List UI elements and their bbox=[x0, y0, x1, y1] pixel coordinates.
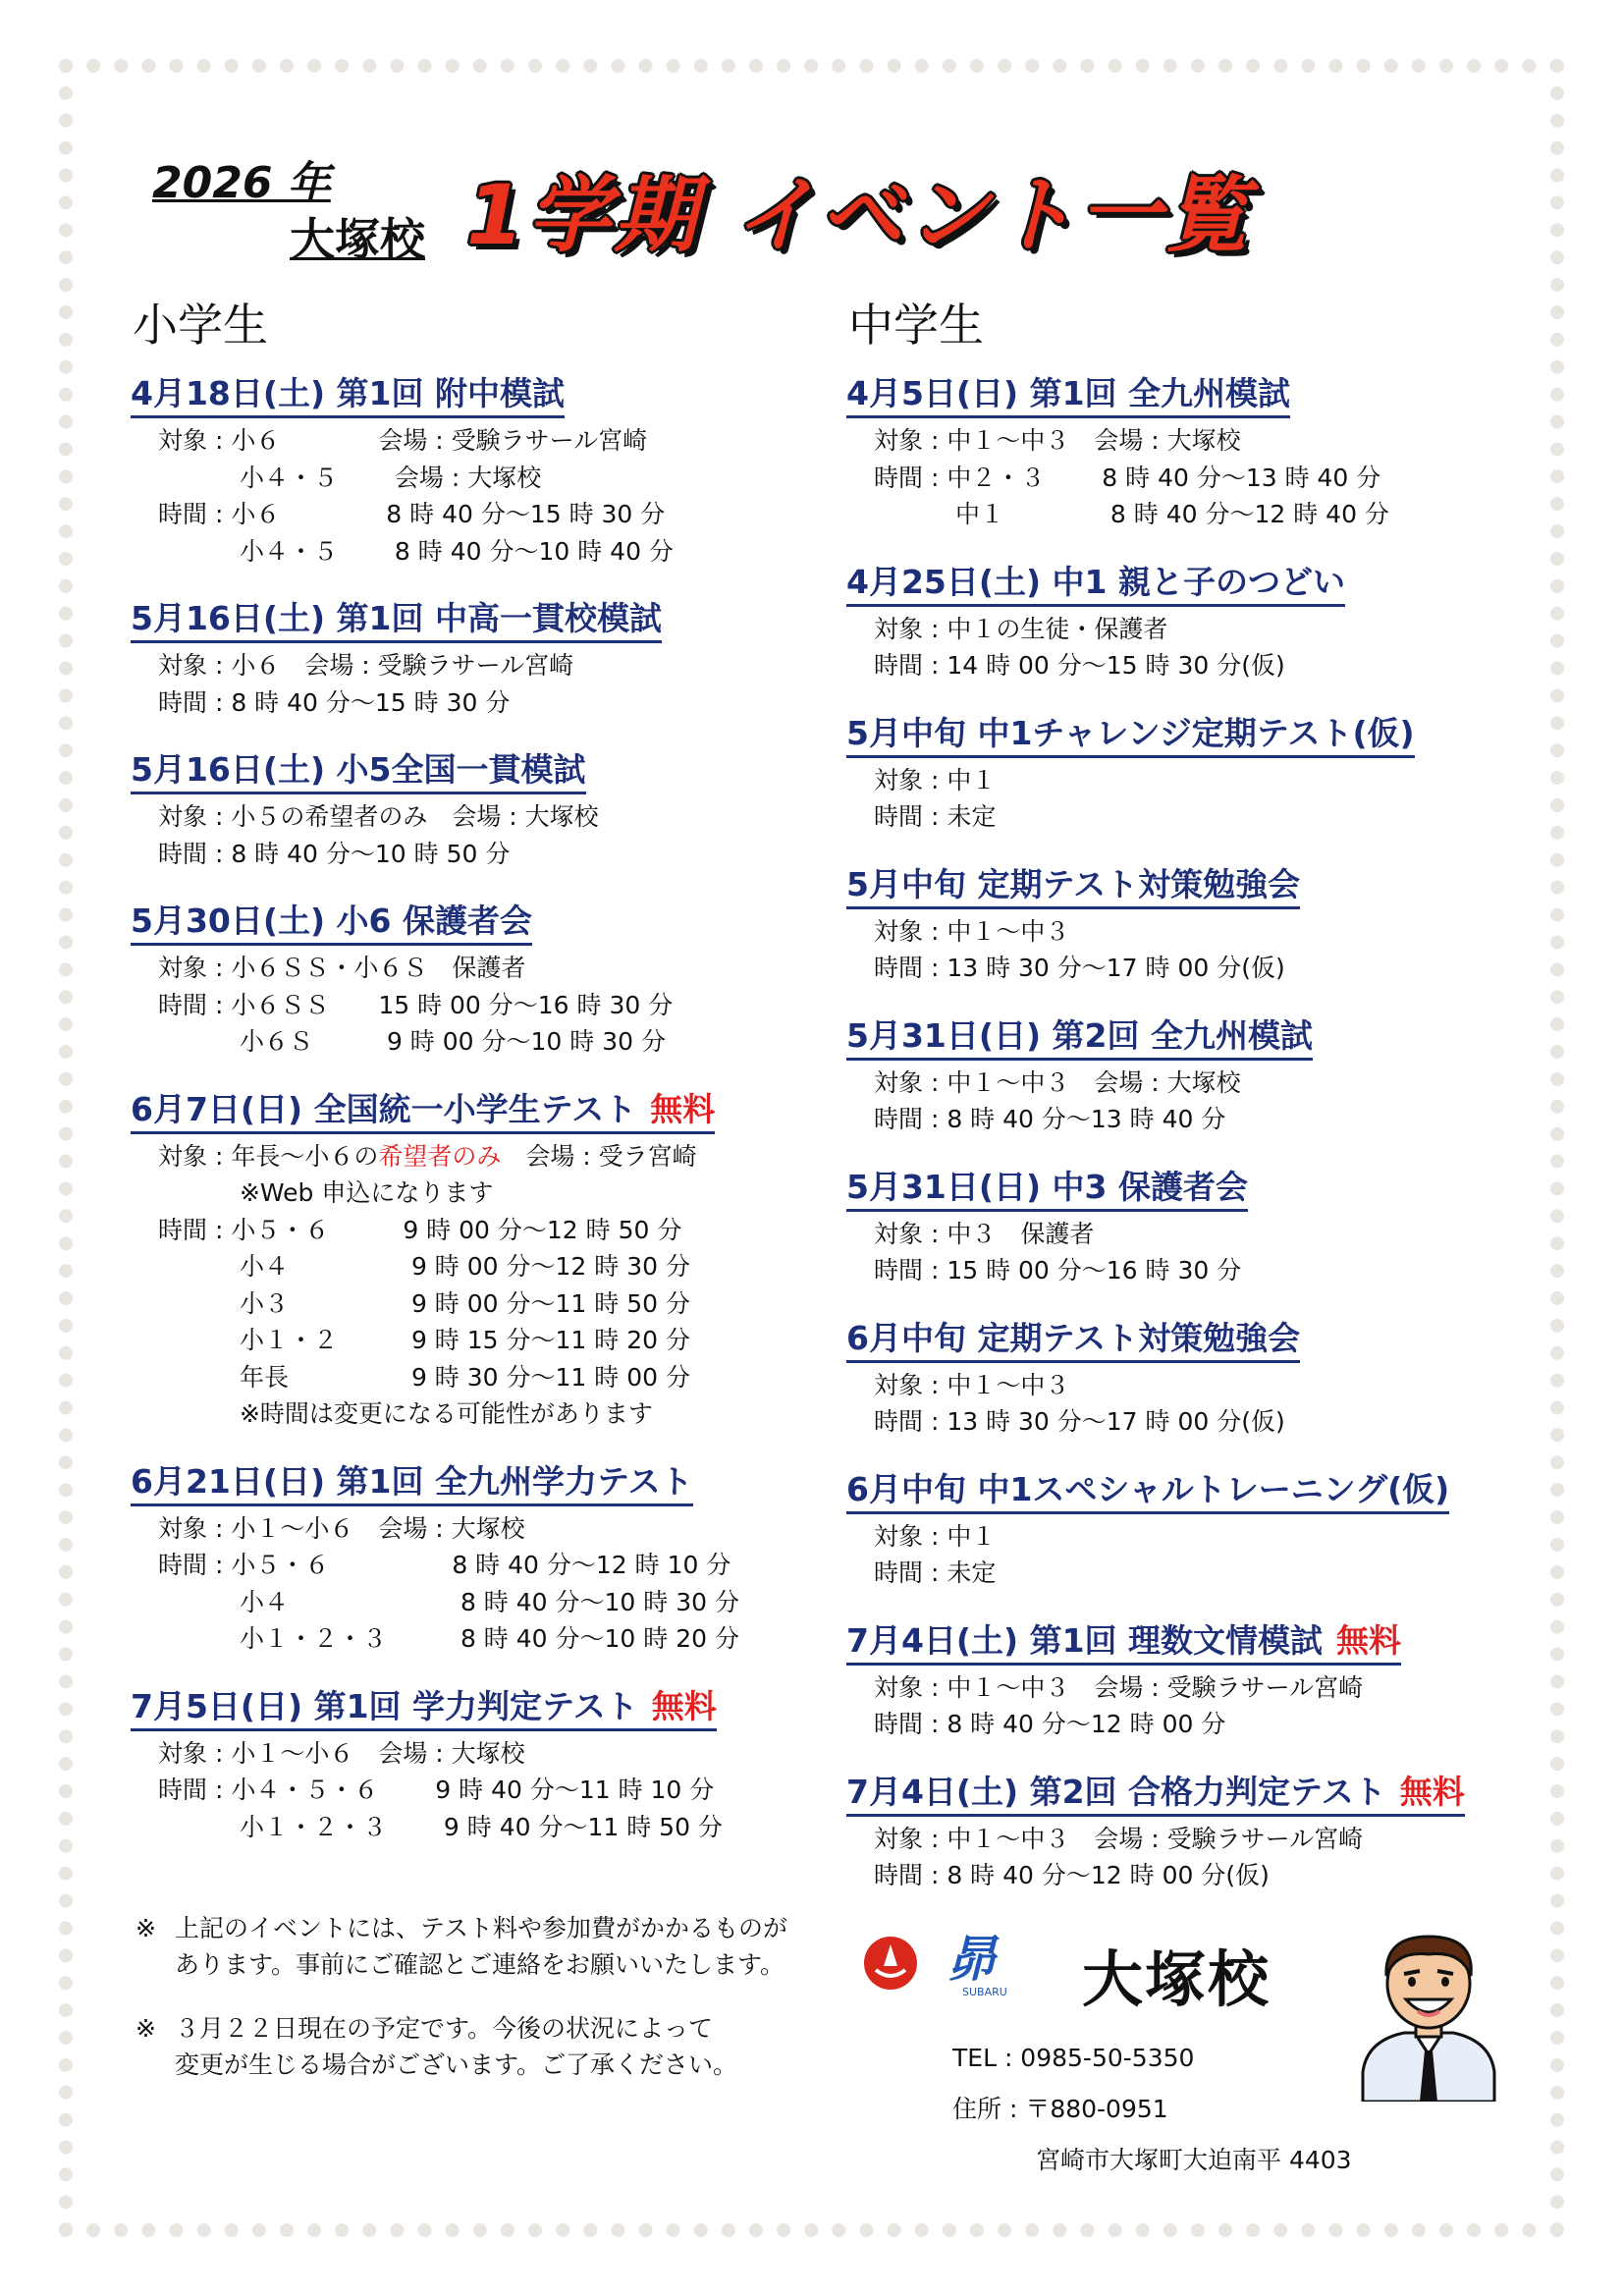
event-detail-text: 対象 : 中１〜中３ 会場 : 受験ラサール宮崎 bbox=[874, 1672, 1364, 1702]
event-detail-line bbox=[131, 1395, 838, 1433]
event-detail-line bbox=[846, 1216, 1553, 1253]
event-detail-text: 対象 : 中１〜中３ 会場 : 大塚校 bbox=[874, 1067, 1241, 1097]
note-body bbox=[175, 2010, 737, 2083]
event-detail-text: 小６Ｓ 9 時 00 分〜10 時 30 分 bbox=[158, 1027, 666, 1056]
event-detail-text: 時間 : 15 時 00 分〜16 時 30 分 bbox=[874, 1256, 1242, 1285]
event-detail-line bbox=[846, 422, 1553, 460]
event-item bbox=[131, 1685, 838, 1846]
event-item bbox=[846, 1771, 1553, 1894]
event-detail-text: ※時間は変更になる可能性があります bbox=[158, 1399, 653, 1428]
event-title-text: 7月4日(土) 第1回 理数文情模試 bbox=[846, 1620, 1324, 1660]
contact-info bbox=[952, 2033, 1352, 2186]
event-detail-line bbox=[131, 1620, 838, 1658]
event-detail-line bbox=[131, 533, 838, 571]
event-detail-text: 時間 : 小６ 8 時 40 分〜15 時 30 分 bbox=[158, 500, 666, 528]
event-detail-line bbox=[846, 950, 1553, 987]
event-detail-text: 年長 9 時 30 分〜11 時 00 分 bbox=[158, 1362, 690, 1392]
elementary-heading: 小学生 bbox=[133, 299, 268, 352]
event-title bbox=[846, 1166, 1248, 1212]
event-title-text: 4月25日(土) 中1 親と子のつどい bbox=[846, 562, 1345, 601]
school-label: 大塚校 bbox=[290, 213, 425, 266]
event-detail-text: 時間 : 小６ＳＳ 15 時 00 分〜16 時 30 分 bbox=[158, 990, 674, 1019]
junior-column bbox=[846, 290, 1553, 1922]
event-item bbox=[846, 1166, 1553, 1289]
event-detail-line bbox=[131, 1212, 838, 1249]
event-detail-text: 時間 : 13 時 30 分〜17 時 00 分(仮) bbox=[874, 954, 1285, 982]
event-detail-line bbox=[131, 836, 838, 873]
event-item bbox=[846, 1468, 1553, 1592]
elementary-column bbox=[131, 290, 838, 1873]
note-body bbox=[175, 1910, 787, 1983]
free-badge: 無料 bbox=[650, 1089, 716, 1128]
event-detail-text: 時間 : 小５・６ 8 時 40 分〜12 時 10 分 bbox=[158, 1551, 731, 1579]
event-item bbox=[131, 372, 838, 570]
event-detail-line bbox=[846, 1706, 1553, 1743]
free-badge: 無料 bbox=[1399, 1772, 1465, 1811]
event-title-text: 6月7日(日) 全国統一小学生テスト bbox=[131, 1089, 637, 1128]
event-detail-text: ※Web 申込になります bbox=[158, 1178, 494, 1207]
event-title-text: 6月中旬 定期テスト対策勉強会 bbox=[846, 1318, 1301, 1357]
event-detail-text: 小４ 8 時 40 分〜10 時 30 分 bbox=[158, 1587, 739, 1616]
elementary-event-list bbox=[131, 372, 838, 1845]
event-detail-line bbox=[131, 1023, 838, 1061]
event-detail-text: 対象 : 中１〜中３ 会場 : 受験ラサール宮崎 bbox=[874, 1824, 1364, 1853]
event-detail-text: 対象 : 中３ 保護者 bbox=[874, 1219, 1095, 1248]
event-detail-text: 時間 : 小４・５・６ 9 時 40 分〜11 時 10 分 bbox=[158, 1776, 715, 1804]
event-detail-line bbox=[846, 611, 1553, 648]
event-item bbox=[846, 863, 1553, 987]
event-title bbox=[846, 1468, 1449, 1514]
event-detail-text: 小４・５ 会場 : 大塚校 bbox=[158, 463, 542, 492]
event-detail-text: 対象 : 中１ bbox=[874, 765, 997, 794]
event-detail-text: 時間 : 13 時 30 分〜17 時 00 分(仮) bbox=[874, 1407, 1285, 1436]
event-detail-line bbox=[131, 1735, 838, 1773]
event-title-text: 5月16日(土) 小5全国一貫模試 bbox=[131, 750, 586, 789]
event-detail-text: 対象 : 小１〜小６ 会場 : 大塚校 bbox=[158, 1738, 525, 1768]
event-detail-line bbox=[131, 684, 838, 722]
event-detail-line bbox=[131, 1322, 838, 1359]
event-detail-text: 時間 : 小５・６ 9 時 00 分〜12 時 50 分 bbox=[158, 1215, 682, 1244]
event-title-text: 4月5日(日) 第1回 全九州模試 bbox=[846, 374, 1291, 412]
event-title bbox=[846, 712, 1415, 758]
event-title bbox=[131, 1460, 693, 1506]
event-detail-text: 対象 : 小６ 会場 : 受験ラサール宮崎 bbox=[158, 651, 574, 680]
event-title-text: 6月中旬 中1スペシャルトレーニング(仮) bbox=[846, 1469, 1450, 1508]
event-detail-line bbox=[846, 762, 1553, 799]
event-detail-text: 小１・２・３ 9 時 40 分〜11 時 50 分 bbox=[158, 1812, 723, 1841]
event-detail-line bbox=[846, 647, 1553, 684]
event-title-text: 5月31日(日) 第2回 全九州模試 bbox=[846, 1015, 1313, 1055]
event-detail-text: 中１ 8 時 40 分〜12 時 40 分 bbox=[874, 500, 1389, 528]
event-title-text: 6月21日(日) 第1回 全九州学力テスト bbox=[131, 1461, 693, 1501]
event-detail-line bbox=[846, 1403, 1553, 1441]
event-title bbox=[131, 900, 532, 946]
event-title bbox=[131, 748, 586, 794]
note-mark: ※ bbox=[135, 1914, 156, 1942]
event-detail-text: 小４・５ 8 時 40 分〜10 時 40 分 bbox=[158, 536, 674, 566]
event-detail-text: 時間 : 未定 bbox=[874, 802, 997, 831]
contact-tel: TEL : 0985-50-5350 bbox=[952, 2044, 1195, 2072]
event-detail-text: 対象 : 中１〜中３ 会場 : 大塚校 bbox=[874, 426, 1241, 455]
junior-event-list bbox=[846, 372, 1553, 1894]
notes-section bbox=[135, 1910, 823, 2110]
event-detail-text: 小１・２・３ 8 時 40 分〜10 時 20 分 bbox=[158, 1624, 739, 1653]
event-detail-line bbox=[131, 460, 838, 497]
event-detail-line bbox=[846, 1821, 1553, 1858]
event-title bbox=[846, 1771, 1465, 1817]
event-detail-line bbox=[131, 1138, 838, 1175]
event-detail-line bbox=[846, 460, 1553, 497]
note-mark: ※ bbox=[135, 2014, 156, 2043]
event-title-text: 5月16日(土) 第1回 中高一貫校模試 bbox=[131, 599, 662, 637]
contact-address: 宮崎市大塚町大迫南平 4403 bbox=[1036, 2146, 1352, 2174]
event-detail-line bbox=[131, 1772, 838, 1809]
event-item bbox=[131, 900, 838, 1061]
event-item bbox=[846, 561, 1553, 684]
event-detail-text: 時間 : 14 時 00 分〜15 時 30 分(仮) bbox=[874, 651, 1285, 680]
event-item bbox=[846, 1619, 1553, 1743]
event-detail-line bbox=[846, 913, 1553, 951]
event-detail-line bbox=[131, 798, 838, 836]
event-item bbox=[131, 748, 838, 872]
event-title-text: 4月18日(土) 第1回 附中模試 bbox=[131, 374, 565, 412]
event-detail-text: 時間 : 8 時 40 分〜12 時 00 分 bbox=[874, 1710, 1226, 1738]
event-title-text: 7月4日(土) 第2回 合格力判定テスト bbox=[846, 1772, 1386, 1811]
event-detail-line bbox=[131, 647, 838, 684]
event-detail-text: 時間 : 中２・３ 8 時 40 分〜13 時 40 分 bbox=[874, 463, 1381, 492]
event-title bbox=[131, 1685, 717, 1731]
event-detail-line bbox=[131, 1584, 838, 1621]
event-detail-text: 対象 : 中１ bbox=[874, 1521, 997, 1551]
year-label: 2026 年 bbox=[152, 158, 331, 208]
event-detail-line bbox=[131, 1510, 838, 1548]
event-detail-text: 時間 : 未定 bbox=[874, 1558, 997, 1587]
event-detail-text: 時間 : 8 時 40 分〜15 時 30 分 bbox=[158, 687, 511, 717]
event-detail-line bbox=[846, 1555, 1553, 1592]
event-detail-line bbox=[846, 496, 1553, 533]
event-detail-line bbox=[846, 1252, 1553, 1289]
event-detail-line bbox=[131, 1809, 838, 1846]
event-detail-text: 対象 : 中１〜中３ bbox=[874, 1370, 1070, 1399]
event-title bbox=[846, 372, 1290, 418]
event-title-text: 7月5日(日) 第1回 学力判定テスト bbox=[131, 1686, 638, 1725]
event-item bbox=[131, 1088, 838, 1433]
event-item bbox=[846, 372, 1553, 533]
note-line: 変更が生じる場合がございます。ご了承ください。 bbox=[175, 2050, 738, 2079]
event-item bbox=[846, 1317, 1553, 1441]
event-title bbox=[131, 597, 662, 643]
event-detail-line bbox=[131, 1359, 838, 1396]
event-detail-line bbox=[846, 1669, 1553, 1707]
event-detail-line bbox=[846, 1857, 1553, 1894]
subaru-logo-subtext: SUBARU bbox=[962, 1986, 1007, 1998]
event-title bbox=[131, 1088, 715, 1134]
note-line: ３月２２日現在の予定です。今後の状況によって bbox=[175, 2014, 714, 2043]
event-title bbox=[846, 1317, 1300, 1363]
event-detail-line bbox=[846, 1101, 1553, 1138]
teacher-avatar-icon bbox=[1355, 1925, 1502, 2102]
event-detail-text: 小４ 9 時 00 分〜12 時 30 分 bbox=[158, 1252, 690, 1281]
junior-heading: 中学生 bbox=[848, 299, 984, 352]
highlight-text: 希望者のみ bbox=[378, 1141, 502, 1171]
page-header bbox=[147, 147, 1325, 285]
note-line: 上記のイベントには、テスト料や参加費がかかるものが bbox=[175, 1914, 788, 1942]
event-detail-text: 対象 : 年長〜小６の bbox=[158, 1141, 379, 1171]
event-title-text: 5月中旬 中1チャレンジ定期テスト(仮) bbox=[846, 713, 1415, 752]
note-line: あります。事前にご確認とご連絡をお願いいたします。 bbox=[175, 1950, 785, 1979]
event-detail-line bbox=[131, 422, 838, 460]
event-item bbox=[846, 1014, 1553, 1138]
subaru-logo-glyph: 昴 bbox=[947, 1931, 996, 1988]
event-detail-text: 時間 : 8 時 40 分〜12 時 00 分(仮) bbox=[874, 1861, 1270, 1889]
event-detail-text: 小１・２ 9 時 15 分〜11 時 20 分 bbox=[158, 1326, 690, 1354]
event-detail-text: 対象 : 小１〜小６ 会場 : 大塚校 bbox=[158, 1513, 525, 1543]
subaru-logo-icon bbox=[943, 1925, 1021, 2003]
event-title-text: 5月30日(土) 小6 保護者会 bbox=[131, 902, 532, 940]
event-detail-line bbox=[131, 496, 838, 533]
note-item bbox=[135, 2010, 823, 2083]
event-item bbox=[131, 1460, 838, 1658]
event-detail-text: 小３ 9 時 00 分〜11 時 50 分 bbox=[158, 1288, 690, 1318]
event-title-text: 5月中旬 定期テスト対策勉強会 bbox=[846, 864, 1301, 903]
event-detail-line bbox=[846, 1367, 1553, 1404]
event-title bbox=[846, 863, 1300, 909]
event-detail-text: 対象 : 小６ＳＳ・小６Ｓ 保護者 bbox=[158, 954, 526, 982]
event-detail-line bbox=[846, 1518, 1553, 1556]
note-item bbox=[135, 1910, 823, 1983]
event-item bbox=[131, 597, 838, 721]
event-detail-text: 対象 : 小６ 会場 : 受験ラサール宮崎 bbox=[158, 426, 648, 455]
event-detail-line bbox=[131, 1248, 838, 1285]
page-title: 1学期 イベント一覧 bbox=[466, 167, 1252, 263]
free-badge: 無料 bbox=[1336, 1620, 1402, 1660]
event-detail-text: 対象 : 中１〜中３ bbox=[874, 916, 1070, 946]
logo-mark-icon bbox=[864, 1937, 917, 1990]
event-title bbox=[846, 1014, 1313, 1061]
brand-name: 大塚校 bbox=[1082, 1943, 1271, 2015]
event-detail-line bbox=[846, 798, 1553, 836]
free-badge: 無料 bbox=[651, 1686, 717, 1725]
event-detail-line bbox=[131, 950, 838, 987]
event-title bbox=[846, 1619, 1401, 1666]
event-title bbox=[846, 561, 1345, 607]
event-detail-text: 対象 : 中１の生徒・保護者 bbox=[874, 614, 1168, 643]
event-detail-line bbox=[131, 1285, 838, 1323]
event-detail-line bbox=[846, 1065, 1553, 1102]
event-detail-line bbox=[131, 1175, 838, 1212]
event-detail-text: 対象 : 小５の希望者のみ 会場 : 大塚校 bbox=[158, 802, 599, 831]
event-detail-line bbox=[131, 1547, 838, 1584]
event-item bbox=[846, 712, 1553, 836]
event-title-text: 5月31日(日) 中3 保護者会 bbox=[846, 1167, 1248, 1206]
event-detail-line bbox=[131, 987, 838, 1024]
event-detail-text: 会場 : 受ラ宮崎 bbox=[501, 1141, 697, 1171]
event-detail-text: 時間 : 8 時 40 分〜13 時 40 分 bbox=[874, 1105, 1226, 1133]
event-title bbox=[131, 372, 565, 418]
event-detail-text: 時間 : 8 時 40 分〜10 時 50 分 bbox=[158, 839, 511, 868]
contact-postal: 住所 : 〒880-0951 bbox=[952, 2095, 1168, 2123]
